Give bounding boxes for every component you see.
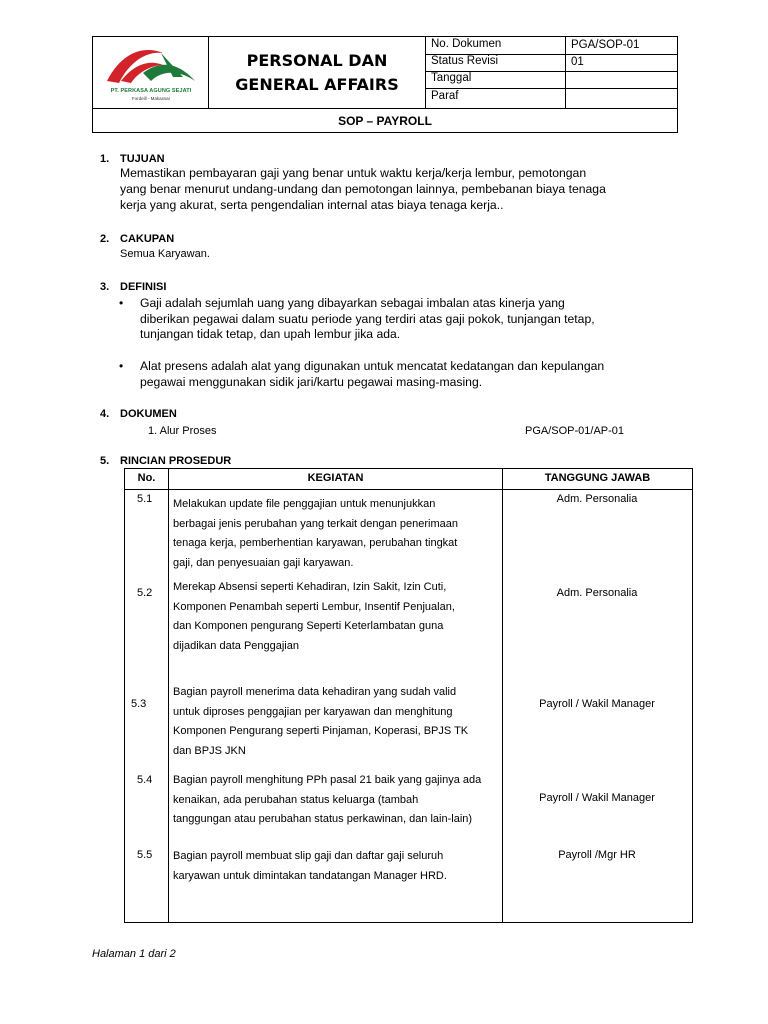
definisi-bullet-gaji [140,296,595,343]
logo-cell [93,37,209,108]
text-line: Alat presens adalah alat yang digunakan untuk mencatat kedatangan dan kepulangan [140,359,605,373]
dokumen-item: 1. Alur Proses [148,425,217,437]
text-line: Komponen Pengurang seperti Pinjaman, Koperasi, BPJS TK [173,725,469,737]
text-line: kerja yang akurat, serta pengendalian internal atas biaya tenaga kerja.. [120,198,504,212]
company-logo-icon [103,43,199,89]
meta-label: Status Revisi [431,55,499,67]
text-line: Bagian payroll menghitung PPh pasal 21 baik yang gajinya ada [173,774,482,786]
row-responsible: Adm. Personalia [556,493,638,505]
section-title-dokumen: DOKUMEN [120,408,177,420]
header-title-line1: PERSONAL DAN [246,50,388,70]
column-header-tanggung-jawab: TANGGUNG JAWAB [544,472,651,484]
text-line: Bagian payroll menerima data kehadiran yang sudah valid [173,686,457,698]
dokumen-code: PGA/SOP-01/AP-01 [525,425,625,437]
meta-label: No. Dokumen [431,38,502,50]
text-line: yang benar menurut undang-undang dan pemotongan lainnya, pembebanan biaya tenaga [120,182,606,196]
row-responsible: Payroll / Wakil Manager [539,698,655,710]
row-activity [173,495,495,573]
section-title-cakupan: CAKUPAN [120,233,175,245]
title-cell [209,37,426,108]
section-number: 4. [100,408,110,420]
text-line: karyawan untuk dimintakan tandatangan Manager HRD. [173,869,447,882]
column-divider [168,469,169,922]
meta-row-status-revisi [426,54,677,72]
meta-row-paraf [426,88,677,108]
cakupan-text: Semua Karyawan. [120,248,210,260]
logo-company-name: PT. PERKASA AGUNG SEJATI [110,88,192,94]
row-responsible: Payroll / Wakil Manager [539,792,655,804]
header-divider [125,489,692,490]
bullet-icon: • [119,359,124,373]
meta-value [565,88,671,108]
meta-value: PGA/SOP-01 [565,37,671,54]
section-number: 5. [100,455,110,467]
logo-location: Fordeill - Makassar [131,96,171,101]
text-line: diberikan pegawai dalam suatu periode yang terdiri atas gaji pokok, tunjangan tetap, [140,311,595,326]
text-line: Memastikan pembayaran gaji yang benar untuk waktu kerja/kerja lembur, pemotongan [120,166,587,180]
row-activity [173,847,495,886]
row-activity [173,771,495,830]
meta-value: 01 [565,54,671,71]
text-line: gaji, dan penyesuaian gaji karyawan. [173,556,354,569]
section-title-rincian: RINCIAN PROSEDUR [120,455,232,467]
text-line: Bagian payroll membuat slip gaji dan daftar gaji seluruh [173,850,444,862]
page-number: Halaman 1 dari 2 [92,948,176,960]
section-number: 1. [100,153,110,165]
section-title-definisi: DEFINISI [120,281,167,293]
row-number: 5.2 [137,587,153,599]
text-line: dan Komponen pengurang Seperti Keterlambatan guna [173,620,444,632]
text-line: dijadikan data Penggajian [173,639,299,652]
bullet-icon: • [119,296,124,310]
column-header-no: No. [137,472,156,484]
text-line: Gaji adalah sejumlah uang yang dibayarkan sebagai imbalan atas kinerja yang [140,296,565,310]
text-line: tunjangan tidak tetap, dan upah lembur jika ada. [140,327,401,341]
text-line: Merekap Absensi seperti Kehadiran, Izin Sakit, Izin Cuti, [173,581,447,593]
text-line: Melakukan update file penggajian untuk menunjukkan [173,498,436,510]
meta-row-no-dokumen [426,37,677,55]
text-line: dan BPJS JKN [173,744,246,757]
section-title-tujuan: TUJUAN [120,153,165,165]
row-number: 5.5 [137,849,153,861]
sop-title: SOP – PAYROLL [93,108,677,133]
column-header-kegiatan: KEGIATAN [307,472,364,484]
row-number: 5.4 [137,774,153,786]
text-line: Komponen Penambah seperti Lembur, Insentif Penjualan, [173,600,455,613]
meta-label: Paraf [431,90,459,102]
definisi-bullet-alat-presens [140,359,604,390]
meta-value [565,71,671,88]
text-line: tanggungan atau perubahan status perkawinan, dan lain-lain) [173,813,473,825]
row-number: 5.3 [131,698,147,710]
section-number: 3. [100,281,110,293]
row-responsible: Payroll /Mgr HR [558,849,636,861]
meta-row-tanggal [426,71,677,89]
text-line: tenaga kerja, pemberhentian karyawan, perubahan tingkat [173,537,458,549]
meta-label: Tanggal [431,72,472,84]
document-header [92,36,678,133]
tujuan-text [120,165,606,213]
row-activity [173,578,495,656]
section-number: 2. [100,233,110,245]
row-activity [173,683,495,761]
text-line: pegawai menggunakan sidik jari/kartu pegawai masing-masing. [140,374,483,389]
procedure-table [124,468,693,923]
text-line: berbagai jenis perubahan yang terkait dengan penerimaan [173,517,458,530]
text-line: untuk diproses penggajian per karyawan dan menghitung [173,705,453,718]
text-line: kenaikan, ada perubahan status keluarga (tambah [173,793,419,806]
header-title-line2: GENERAL AFFAIRS [235,74,399,94]
row-responsible: Adm. Personalia [556,587,638,599]
row-number: 5.1 [137,493,153,505]
